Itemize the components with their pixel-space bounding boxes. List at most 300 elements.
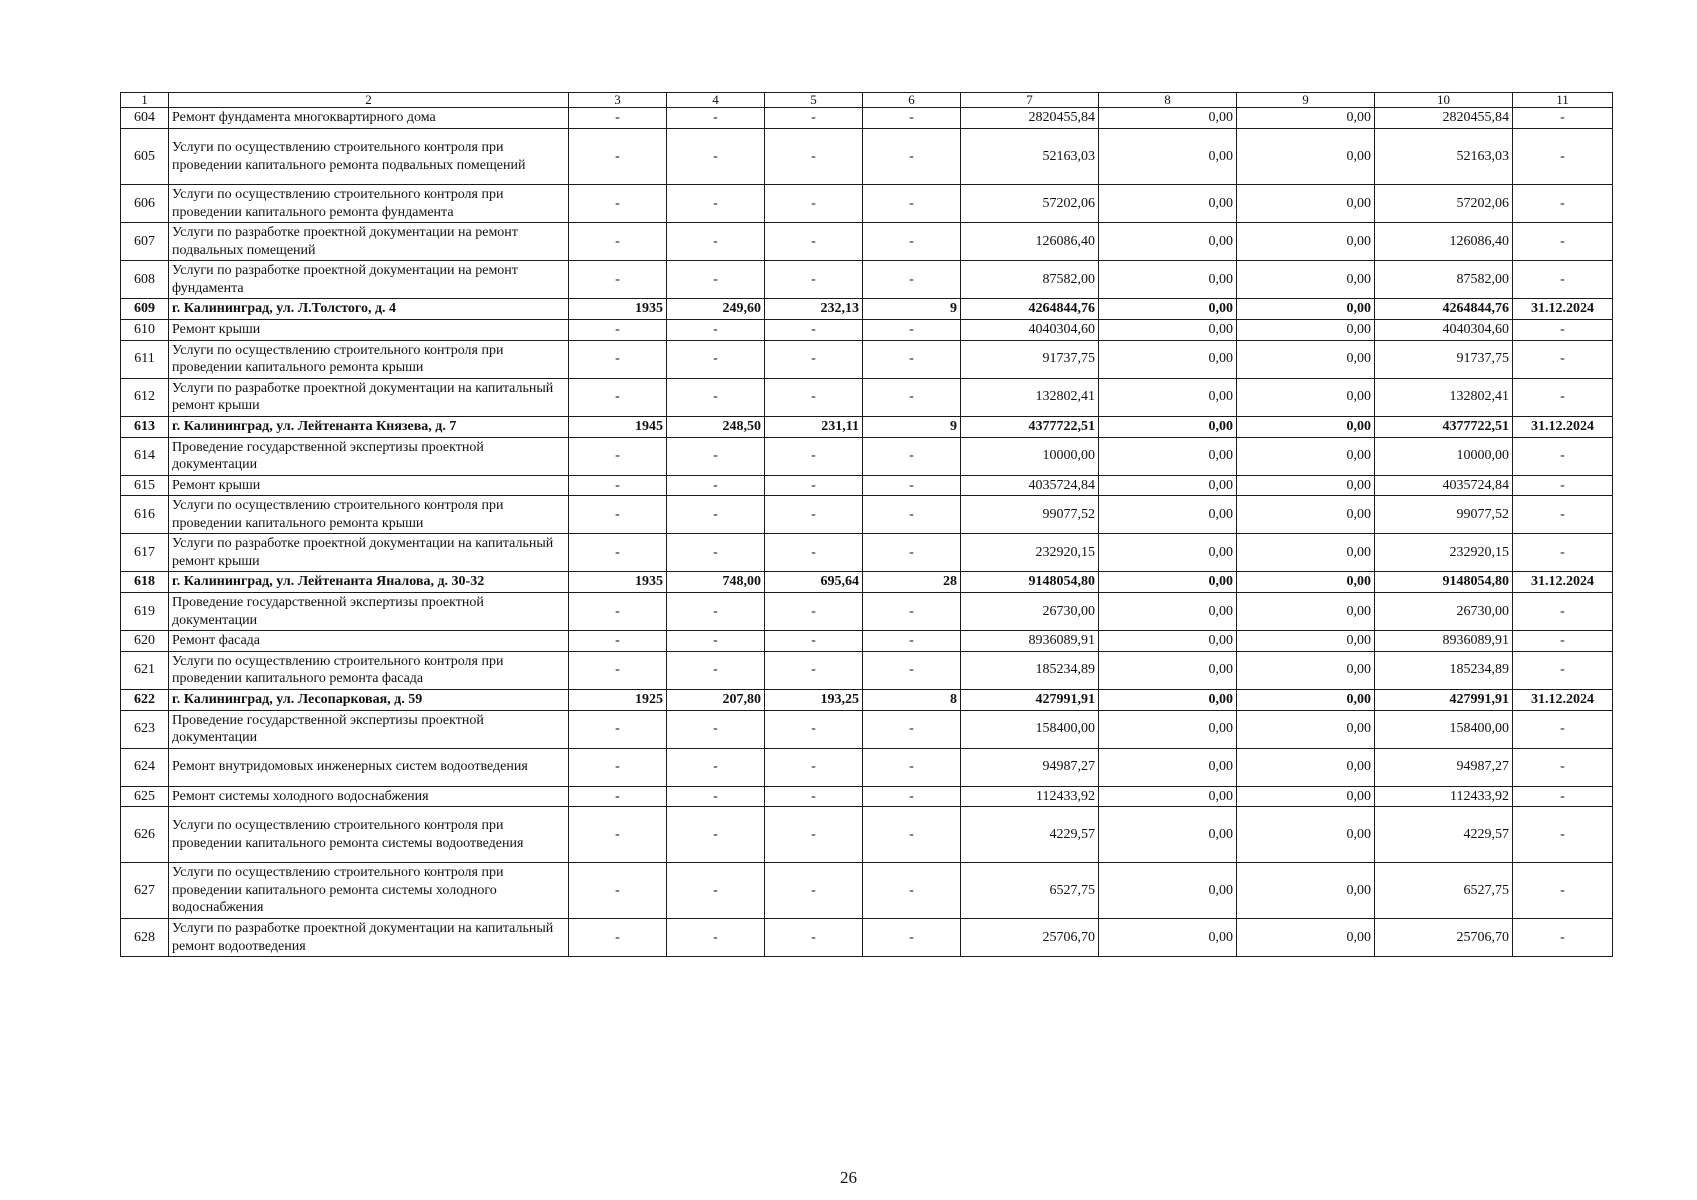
col-4-cell: 207,80: [667, 689, 765, 710]
col-4-cell: -: [667, 919, 765, 957]
column-header: 11: [1513, 93, 1613, 108]
col-6-cell: -: [863, 185, 961, 223]
table-row: [121, 475, 1613, 496]
row-number: 626: [121, 807, 169, 863]
column-header: 2: [169, 93, 569, 108]
work-description: Услуги по разработке проектной документации на капитальный ремонт крыши: [169, 378, 569, 416]
col-6-cell: 9: [863, 416, 961, 437]
col-7-amount: 158400,00: [961, 710, 1099, 748]
col-6-cell: -: [863, 748, 961, 786]
col-5-cell: -: [765, 475, 863, 496]
col-11-cell: -: [1513, 631, 1613, 652]
col-6-cell: -: [863, 807, 961, 863]
col-5-cell: -: [765, 261, 863, 299]
col-5-cell: -: [765, 631, 863, 652]
col-7-amount: 57202,06: [961, 185, 1099, 223]
col-4-cell: -: [667, 129, 765, 185]
col-11-cell: -: [1513, 807, 1613, 863]
row-number: 611: [121, 340, 169, 378]
col-7-amount: 185234,89: [961, 651, 1099, 689]
col-7-amount: 132802,41: [961, 378, 1099, 416]
col-6-cell: -: [863, 496, 961, 534]
work-description: Проведение государственной экспертизы проектной документации: [169, 710, 569, 748]
col-8-amount: 0,00: [1099, 689, 1237, 710]
col-5-cell: -: [765, 786, 863, 807]
col-7-amount: 4377722,51: [961, 416, 1099, 437]
col-5-cell: -: [765, 340, 863, 378]
col-11-cell: -: [1513, 437, 1613, 475]
work-description: Услуги по осуществлению строительного контроля при проведении капитального ремонта крыши: [169, 340, 569, 378]
address-row: [121, 299, 1613, 320]
col-8-amount: 0,00: [1099, 261, 1237, 299]
col-9-amount: 0,00: [1237, 710, 1375, 748]
col-7-amount: 25706,70: [961, 919, 1099, 957]
col-4-cell: -: [667, 340, 765, 378]
col-3-cell: -: [569, 748, 667, 786]
table-row: [121, 631, 1613, 652]
row-number: 618: [121, 572, 169, 593]
col-7-amount: 26730,00: [961, 593, 1099, 631]
col-3-cell: -: [569, 475, 667, 496]
col-10-amount: 6527,75: [1375, 863, 1513, 919]
col-11-cell: -: [1513, 475, 1613, 496]
row-number: 623: [121, 710, 169, 748]
col-9-amount: 0,00: [1237, 572, 1375, 593]
col-5-cell: -: [765, 320, 863, 341]
col-3-cell: -: [569, 378, 667, 416]
col-10-amount: 10000,00: [1375, 437, 1513, 475]
row-number: 606: [121, 185, 169, 223]
col-7-amount: 94987,27: [961, 748, 1099, 786]
row-number: 620: [121, 631, 169, 652]
work-description: Ремонт фасада: [169, 631, 569, 652]
col-9-amount: 0,00: [1237, 651, 1375, 689]
work-description: Услуги по осуществлению строительного контроля при проведении капитального ремонта подвальных помещений: [169, 129, 569, 185]
col-8-amount: 0,00: [1099, 416, 1237, 437]
col-4-cell: -: [667, 496, 765, 534]
col-5-cell: -: [765, 651, 863, 689]
col-11-cell: -: [1513, 496, 1613, 534]
table-row: [121, 185, 1613, 223]
col-7-amount: 8936089,91: [961, 631, 1099, 652]
col-8-amount: 0,00: [1099, 129, 1237, 185]
col-11-cell: -: [1513, 651, 1613, 689]
col-10-amount: 9148054,80: [1375, 572, 1513, 593]
col-10-amount: 232920,15: [1375, 534, 1513, 572]
row-number: 625: [121, 786, 169, 807]
col-11-cell: -: [1513, 223, 1613, 261]
col-5-cell: -: [765, 129, 863, 185]
work-description: г. Калининград, ул. Лейтенанта Князева, д. 7: [169, 416, 569, 437]
col-11-cell: -: [1513, 185, 1613, 223]
col-6-cell: 8: [863, 689, 961, 710]
address-row: [121, 689, 1613, 710]
col-9-amount: 0,00: [1237, 108, 1375, 129]
col-4-cell: -: [667, 534, 765, 572]
row-number: 607: [121, 223, 169, 261]
col-9-amount: 0,00: [1237, 261, 1375, 299]
col-7-amount: 87582,00: [961, 261, 1099, 299]
row-number: 609: [121, 299, 169, 320]
col-6-cell: -: [863, 108, 961, 129]
col-5-cell: -: [765, 223, 863, 261]
col-8-amount: 0,00: [1099, 572, 1237, 593]
col-9-amount: 0,00: [1237, 185, 1375, 223]
address-row: [121, 416, 1613, 437]
col-5-cell: -: [765, 748, 863, 786]
col-9-amount: 0,00: [1237, 416, 1375, 437]
col-7-amount: 6527,75: [961, 863, 1099, 919]
col-3-cell: -: [569, 786, 667, 807]
col-7-amount: 2820455,84: [961, 108, 1099, 129]
col-3-cell: 1935: [569, 299, 667, 320]
col-11-cell: -: [1513, 108, 1613, 129]
col-4-cell: -: [667, 475, 765, 496]
table-row: [121, 320, 1613, 341]
col-9-amount: 0,00: [1237, 593, 1375, 631]
col-11-cell: -: [1513, 593, 1613, 631]
col-3-cell: -: [569, 593, 667, 631]
row-number: 622: [121, 689, 169, 710]
col-4-cell: -: [667, 378, 765, 416]
col-10-amount: 4377722,51: [1375, 416, 1513, 437]
col-8-amount: 0,00: [1099, 919, 1237, 957]
col-11-cell: 31.12.2024: [1513, 572, 1613, 593]
col-6-cell: 28: [863, 572, 961, 593]
col-9-amount: 0,00: [1237, 919, 1375, 957]
col-3-cell: 1935: [569, 572, 667, 593]
col-4-cell: -: [667, 593, 765, 631]
row-number: 621: [121, 651, 169, 689]
col-3-cell: -: [569, 863, 667, 919]
col-7-amount: 4229,57: [961, 807, 1099, 863]
col-3-cell: -: [569, 185, 667, 223]
col-11-cell: 31.12.2024: [1513, 299, 1613, 320]
col-10-amount: 52163,03: [1375, 129, 1513, 185]
col-8-amount: 0,00: [1099, 786, 1237, 807]
table-row: [121, 261, 1613, 299]
col-9-amount: 0,00: [1237, 475, 1375, 496]
col-6-cell: -: [863, 710, 961, 748]
col-4-cell: -: [667, 807, 765, 863]
row-number: 615: [121, 475, 169, 496]
col-10-amount: 8936089,91: [1375, 631, 1513, 652]
col-6-cell: -: [863, 223, 961, 261]
col-7-amount: 427991,91: [961, 689, 1099, 710]
row-number: 610: [121, 320, 169, 341]
col-5-cell: -: [765, 534, 863, 572]
col-8-amount: 0,00: [1099, 593, 1237, 631]
col-9-amount: 0,00: [1237, 863, 1375, 919]
col-10-amount: 4264844,76: [1375, 299, 1513, 320]
row-number: 604: [121, 108, 169, 129]
table-body: [121, 93, 1613, 957]
table-row: [121, 786, 1613, 807]
col-4-cell: 249,60: [667, 299, 765, 320]
col-10-amount: 4035724,84: [1375, 475, 1513, 496]
col-5-cell: 231,11: [765, 416, 863, 437]
col-4-cell: -: [667, 185, 765, 223]
col-7-amount: 4035724,84: [961, 475, 1099, 496]
row-number: 614: [121, 437, 169, 475]
col-7-amount: 52163,03: [961, 129, 1099, 185]
col-7-amount: 4264844,76: [961, 299, 1099, 320]
col-7-amount: 112433,92: [961, 786, 1099, 807]
col-9-amount: 0,00: [1237, 340, 1375, 378]
col-9-amount: 0,00: [1237, 223, 1375, 261]
table-row: [121, 223, 1613, 261]
col-4-cell: -: [667, 710, 765, 748]
col-8-amount: 0,00: [1099, 185, 1237, 223]
col-6-cell: -: [863, 261, 961, 299]
table-row: [121, 378, 1613, 416]
col-9-amount: 0,00: [1237, 748, 1375, 786]
col-5-cell: -: [765, 108, 863, 129]
column-header: 3: [569, 93, 667, 108]
row-number: 613: [121, 416, 169, 437]
col-11-cell: -: [1513, 129, 1613, 185]
column-number-header-row: [121, 93, 1613, 108]
col-9-amount: 0,00: [1237, 378, 1375, 416]
col-6-cell: -: [863, 534, 961, 572]
work-description: г. Калининград, ул. Лесопарковая, д. 59: [169, 689, 569, 710]
table-row: [121, 807, 1613, 863]
col-4-cell: -: [667, 651, 765, 689]
col-8-amount: 0,00: [1099, 475, 1237, 496]
table-row: [121, 108, 1613, 129]
col-6-cell: -: [863, 320, 961, 341]
col-8-amount: 0,00: [1099, 748, 1237, 786]
col-5-cell: 695,64: [765, 572, 863, 593]
col-6-cell: -: [863, 475, 961, 496]
col-3-cell: -: [569, 108, 667, 129]
col-5-cell: -: [765, 710, 863, 748]
row-number: 628: [121, 919, 169, 957]
work-description: Ремонт внутридомовых инженерных систем водоотведения: [169, 748, 569, 786]
work-description: Проведение государственной экспертизы проектной документации: [169, 593, 569, 631]
table-row: [121, 437, 1613, 475]
row-number: 617: [121, 534, 169, 572]
work-description: Ремонт крыши: [169, 320, 569, 341]
col-9-amount: 0,00: [1237, 320, 1375, 341]
table-row: [121, 651, 1613, 689]
column-header: 5: [765, 93, 863, 108]
col-6-cell: -: [863, 437, 961, 475]
work-description: Услуги по осуществлению строительного контроля при проведении капитального ремонта фасада: [169, 651, 569, 689]
col-11-cell: -: [1513, 378, 1613, 416]
col-8-amount: 0,00: [1099, 437, 1237, 475]
work-description: Услуги по разработке проектной документации на капитальный ремонт крыши: [169, 534, 569, 572]
col-4-cell: -: [667, 786, 765, 807]
col-3-cell: -: [569, 534, 667, 572]
col-8-amount: 0,00: [1099, 863, 1237, 919]
col-9-amount: 0,00: [1237, 129, 1375, 185]
row-number: 619: [121, 593, 169, 631]
col-10-amount: 112433,92: [1375, 786, 1513, 807]
row-number: 624: [121, 748, 169, 786]
col-9-amount: 0,00: [1237, 299, 1375, 320]
work-description: г. Калининград, ул. Лейтенанта Яналова, д. 30-32: [169, 572, 569, 593]
col-8-amount: 0,00: [1099, 631, 1237, 652]
address-row: [121, 572, 1613, 593]
table-row: [121, 496, 1613, 534]
col-3-cell: -: [569, 261, 667, 299]
col-5-cell: -: [765, 807, 863, 863]
work-description: Услуги по разработке проектной документации на капитальный ремонт водоотведения: [169, 919, 569, 957]
table-row: [121, 710, 1613, 748]
col-10-amount: 4040304,60: [1375, 320, 1513, 341]
col-10-amount: 126086,40: [1375, 223, 1513, 261]
col-8-amount: 0,00: [1099, 340, 1237, 378]
repair-plan-table: [120, 92, 1613, 957]
col-11-cell: -: [1513, 786, 1613, 807]
col-8-amount: 0,00: [1099, 378, 1237, 416]
col-10-amount: 2820455,84: [1375, 108, 1513, 129]
col-5-cell: -: [765, 378, 863, 416]
col-4-cell: -: [667, 261, 765, 299]
column-header: 1: [121, 93, 169, 108]
col-6-cell: -: [863, 919, 961, 957]
column-header: 8: [1099, 93, 1237, 108]
col-4-cell: -: [667, 631, 765, 652]
col-3-cell: 1945: [569, 416, 667, 437]
col-7-amount: 126086,40: [961, 223, 1099, 261]
col-9-amount: 0,00: [1237, 437, 1375, 475]
table-row: [121, 919, 1613, 957]
col-10-amount: 4229,57: [1375, 807, 1513, 863]
col-3-cell: -: [569, 320, 667, 341]
col-11-cell: 31.12.2024: [1513, 689, 1613, 710]
col-7-amount: 9148054,80: [961, 572, 1099, 593]
col-6-cell: -: [863, 631, 961, 652]
col-11-cell: 31.12.2024: [1513, 416, 1613, 437]
col-9-amount: 0,00: [1237, 534, 1375, 572]
col-3-cell: -: [569, 710, 667, 748]
table-row: [121, 593, 1613, 631]
col-8-amount: 0,00: [1099, 651, 1237, 689]
work-description: Ремонт фундамента многоквартирного дома: [169, 108, 569, 129]
col-11-cell: -: [1513, 261, 1613, 299]
col-11-cell: -: [1513, 748, 1613, 786]
col-10-amount: 185234,89: [1375, 651, 1513, 689]
column-header: 10: [1375, 93, 1513, 108]
col-3-cell: 1925: [569, 689, 667, 710]
col-9-amount: 0,00: [1237, 786, 1375, 807]
table-row: [121, 129, 1613, 185]
col-5-cell: -: [765, 185, 863, 223]
col-5-cell: 232,13: [765, 299, 863, 320]
col-4-cell: -: [667, 320, 765, 341]
col-11-cell: -: [1513, 320, 1613, 341]
col-3-cell: -: [569, 807, 667, 863]
col-3-cell: -: [569, 919, 667, 957]
col-6-cell: -: [863, 786, 961, 807]
col-10-amount: 427991,91: [1375, 689, 1513, 710]
col-7-amount: 91737,75: [961, 340, 1099, 378]
col-10-amount: 158400,00: [1375, 710, 1513, 748]
col-6-cell: -: [863, 593, 961, 631]
col-9-amount: 0,00: [1237, 631, 1375, 652]
col-9-amount: 0,00: [1237, 807, 1375, 863]
col-5-cell: -: [765, 437, 863, 475]
col-3-cell: -: [569, 496, 667, 534]
col-4-cell: -: [667, 108, 765, 129]
col-8-amount: 0,00: [1099, 223, 1237, 261]
table-row: [121, 534, 1613, 572]
row-number: 616: [121, 496, 169, 534]
col-8-amount: 0,00: [1099, 807, 1237, 863]
col-5-cell: -: [765, 863, 863, 919]
col-10-amount: 26730,00: [1375, 593, 1513, 631]
table-row: [121, 748, 1613, 786]
table-row: [121, 340, 1613, 378]
col-6-cell: 9: [863, 299, 961, 320]
work-description: Услуги по осуществлению строительного контроля при проведении капитального ремонта системы холодного водоснабжения: [169, 863, 569, 919]
col-10-amount: 91737,75: [1375, 340, 1513, 378]
work-description: Услуги по разработке проектной документации на ремонт фундамента: [169, 261, 569, 299]
col-8-amount: 0,00: [1099, 108, 1237, 129]
col-10-amount: 57202,06: [1375, 185, 1513, 223]
col-5-cell: -: [765, 496, 863, 534]
col-11-cell: -: [1513, 710, 1613, 748]
col-6-cell: -: [863, 863, 961, 919]
col-3-cell: -: [569, 437, 667, 475]
col-11-cell: -: [1513, 863, 1613, 919]
row-number: 627: [121, 863, 169, 919]
col-8-amount: 0,00: [1099, 299, 1237, 320]
col-6-cell: -: [863, 340, 961, 378]
col-3-cell: -: [569, 129, 667, 185]
col-7-amount: 4040304,60: [961, 320, 1099, 341]
col-7-amount: 99077,52: [961, 496, 1099, 534]
col-8-amount: 0,00: [1099, 710, 1237, 748]
col-3-cell: -: [569, 651, 667, 689]
work-description: Услуги по осуществлению строительного контроля при проведении капитального ремонта фундамента: [169, 185, 569, 223]
col-9-amount: 0,00: [1237, 689, 1375, 710]
col-3-cell: -: [569, 223, 667, 261]
col-10-amount: 132802,41: [1375, 378, 1513, 416]
row-number: 605: [121, 129, 169, 185]
col-4-cell: 748,00: [667, 572, 765, 593]
column-header: 7: [961, 93, 1099, 108]
col-7-amount: 10000,00: [961, 437, 1099, 475]
work-description: Проведение государственной экспертизы проектной документации: [169, 437, 569, 475]
work-description: Ремонт крыши: [169, 475, 569, 496]
col-4-cell: 248,50: [667, 416, 765, 437]
col-5-cell: -: [765, 919, 863, 957]
col-4-cell: -: [667, 863, 765, 919]
col-10-amount: 99077,52: [1375, 496, 1513, 534]
work-description: Услуги по осуществлению строительного контроля при проведении капитального ремонта крыши: [169, 496, 569, 534]
page-number: 26: [840, 1168, 857, 1187]
work-description: г. Калининград, ул. Л.Толстого, д. 4: [169, 299, 569, 320]
col-10-amount: 94987,27: [1375, 748, 1513, 786]
col-4-cell: -: [667, 223, 765, 261]
col-4-cell: -: [667, 437, 765, 475]
col-5-cell: -: [765, 593, 863, 631]
col-7-amount: 232920,15: [961, 534, 1099, 572]
col-5-cell: 193,25: [765, 689, 863, 710]
col-8-amount: 0,00: [1099, 320, 1237, 341]
column-header: 6: [863, 93, 961, 108]
col-8-amount: 0,00: [1099, 496, 1237, 534]
col-6-cell: -: [863, 129, 961, 185]
work-description: Услуги по осуществлению строительного контроля при проведении капитального ремонта системы водоотведения: [169, 807, 569, 863]
col-6-cell: -: [863, 378, 961, 416]
work-description: Ремонт системы холодного водоснабжения: [169, 786, 569, 807]
col-4-cell: -: [667, 748, 765, 786]
col-10-amount: 25706,70: [1375, 919, 1513, 957]
